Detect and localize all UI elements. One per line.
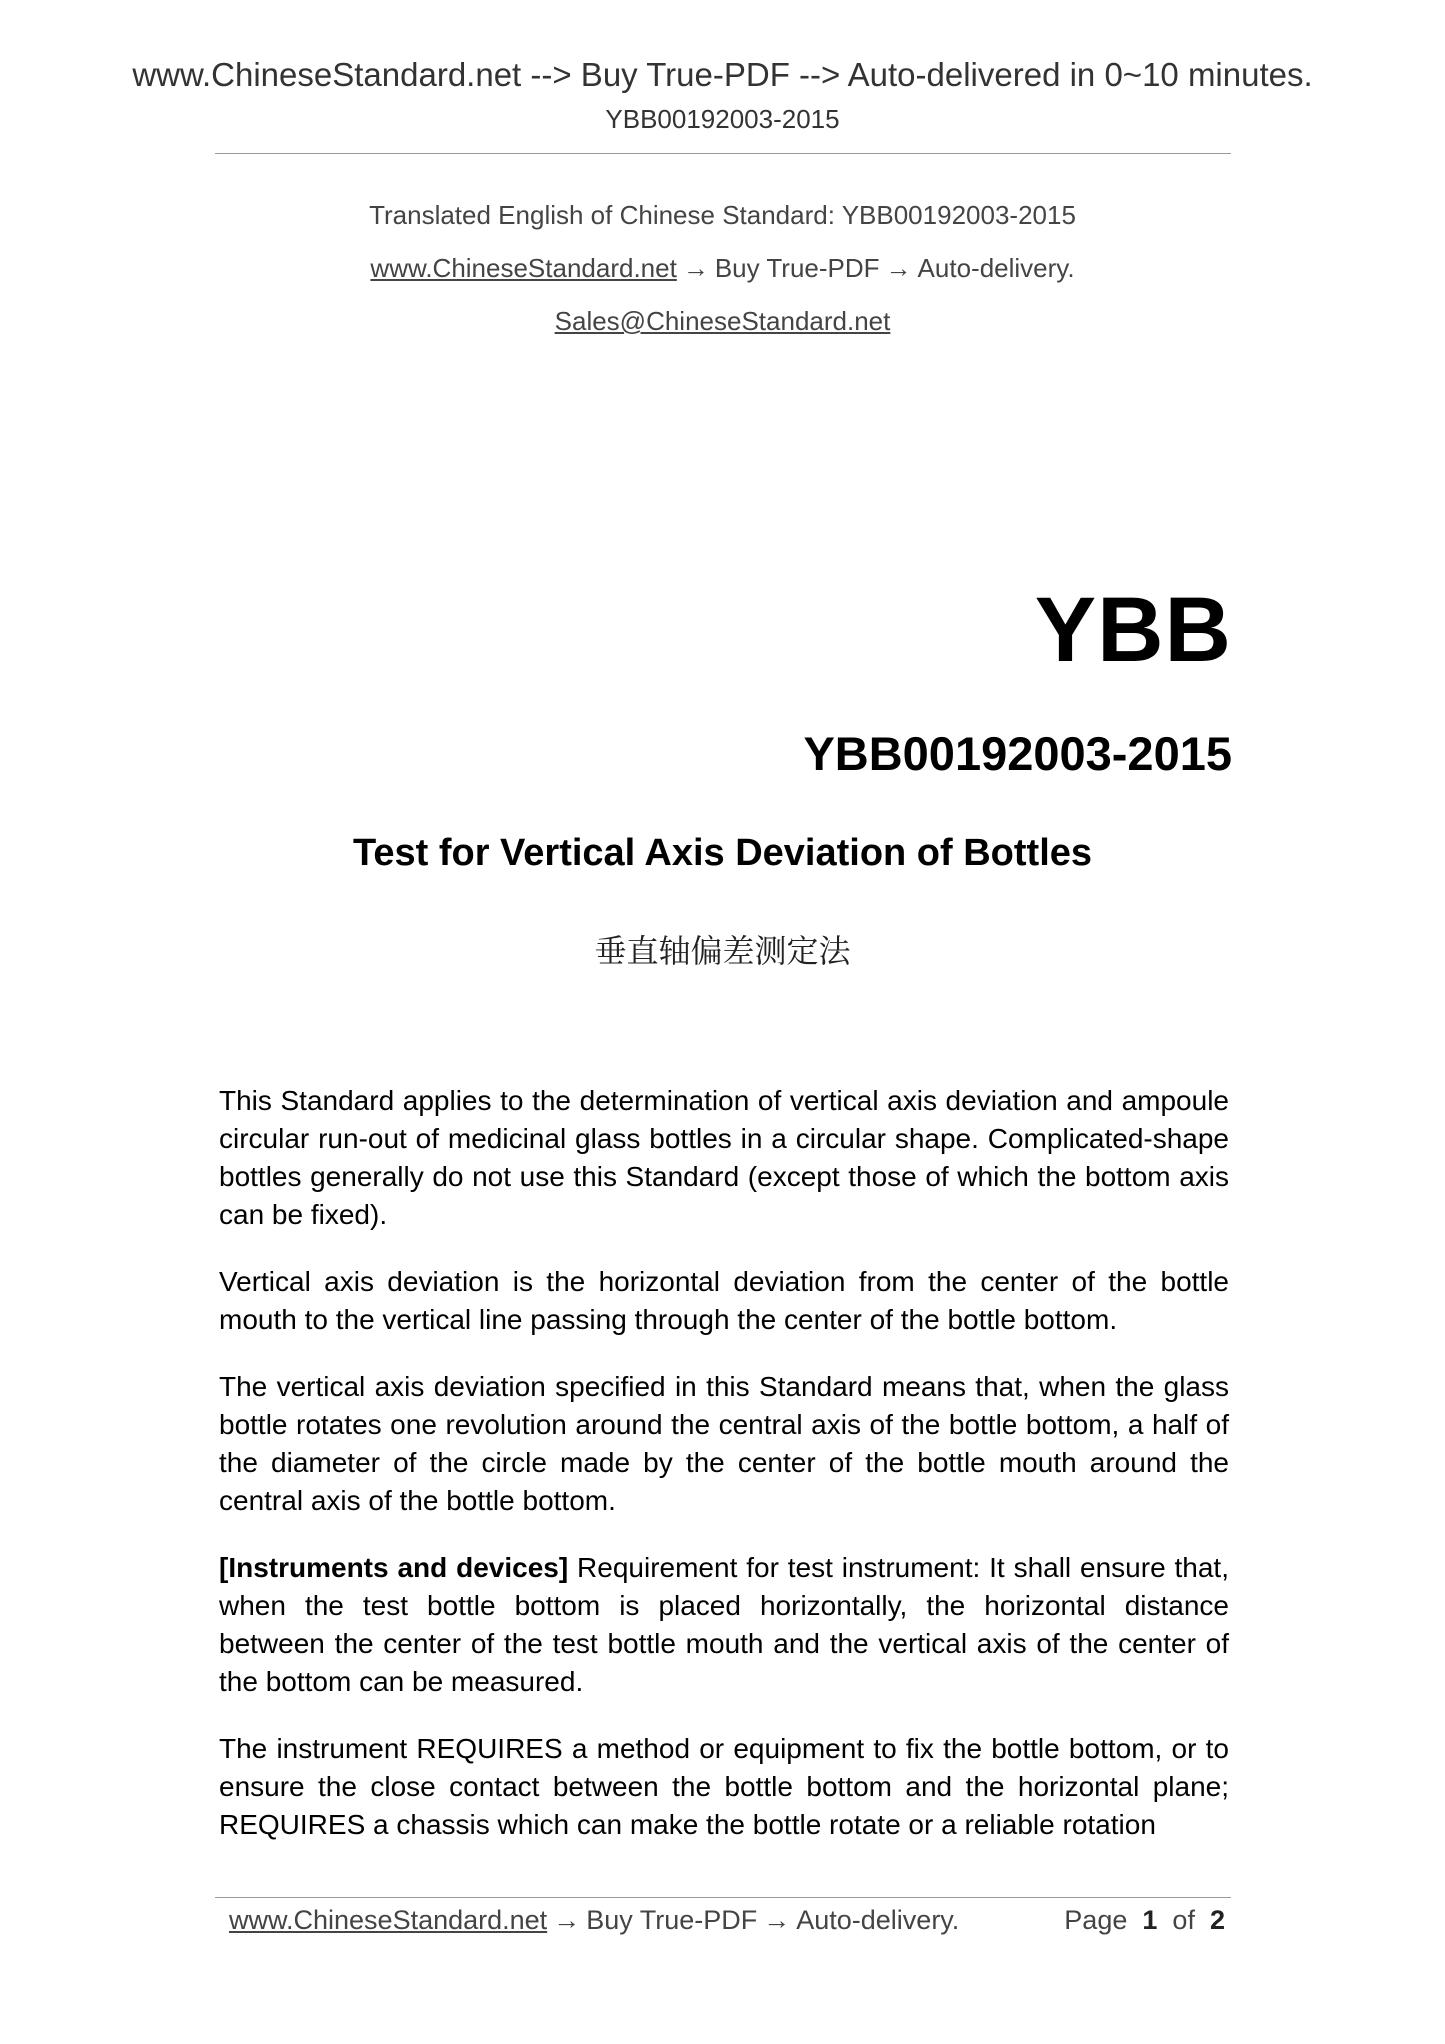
- page-total: 2: [1209, 1905, 1225, 1935]
- header-divider: [215, 153, 1231, 154]
- page-word: Page: [1064, 1905, 1128, 1935]
- sales-email-line: [0, 306, 1445, 337]
- purchase-line: [0, 253, 1445, 284]
- footer-delivery-text: Auto-delivery.: [796, 1905, 960, 1935]
- arrow-right-icon: →: [682, 253, 709, 283]
- footer: [229, 1900, 1229, 1940]
- paragraph-instruments: [219, 1549, 1229, 1701]
- instruments-heading: [Instruments and devices]: [219, 1552, 569, 1583]
- arrow-right-icon: →: [553, 1905, 581, 1935]
- sales-email-link[interactable]: Sales@ChineseStandard.net: [554, 306, 891, 336]
- arrow-right-icon: →: [885, 253, 912, 283]
- footer-buy-text: Buy True-PDF: [586, 1905, 758, 1935]
- arrow-right-icon: →: [763, 1905, 791, 1935]
- paragraph-definition: Vertical axis deviation is the horizontal deviation from the center of the bottle mouth to the vertical line passing through the center of the bottle bottom.: [219, 1266, 1229, 1335]
- standard-code-short: YBB: [1034, 579, 1232, 681]
- standard-title-chinese: 垂直轴偏差测定法: [594, 932, 851, 970]
- translation-notice: Translated English of Chinese Standard: YBB00192003-2015: [369, 200, 1076, 230]
- page-current: 1: [1142, 1905, 1158, 1935]
- delivery-text: Auto-delivery.: [917, 253, 1075, 283]
- footer-purchase-line: [229, 1900, 959, 1940]
- instruments-text: Requirement for test instrument: It shall ensure that, when the test bottle bottom is placed horizontally, the horizontal distance between the center of the test bottle mouth and the vertical axis of the center of the bottom can be measured.: [219, 1552, 1229, 1697]
- body-text: [219, 1082, 1229, 1873]
- header-banner: www.ChineseStandard.net --> Buy True-PDF --> Auto-delivered in 0~10 minutes.: [132, 56, 1313, 93]
- paragraph-scope: This Standard applies to the determination of vertical axis deviation and ampoule circular run-out of medicinal glass bottles in a circular shape. Complicated-shape bottles generally do not use this Standard (except those of which the bottom axis can be fixed).: [219, 1085, 1229, 1230]
- footer-divider: [215, 1897, 1231, 1898]
- of-word: of: [1172, 1905, 1195, 1935]
- standard-title-english: Test for Vertical Axis Deviation of Bottles: [352, 832, 1093, 874]
- buy-text: Buy True-PDF: [714, 253, 880, 283]
- page-indicator: [1064, 1900, 1225, 1940]
- paragraph-meaning: The vertical axis deviation specified in this Standard means that, when the glass bottle rotates one revolution around the central axis of the bottle bottom, a half of the diameter of the circle made by the center of the bottle mouth around the central axis of the bottle bottom.: [219, 1371, 1229, 1516]
- site-link[interactable]: www.ChineseStandard.net: [370, 253, 677, 283]
- standard-code-full: YBB00192003-2015: [803, 727, 1232, 780]
- footer-site-link[interactable]: www.ChineseStandard.net: [229, 1905, 548, 1935]
- paragraph-requirements: The instrument REQUIRES a method or equipment to fix the bottle bottom, or to ensure the close contact between the bottle bottom and the horizontal plane; REQUIRES a chassis which can make the bottle rotate or a reliable rotation: [219, 1733, 1229, 1840]
- header-standard-code: YBB00192003-2015: [605, 104, 840, 134]
